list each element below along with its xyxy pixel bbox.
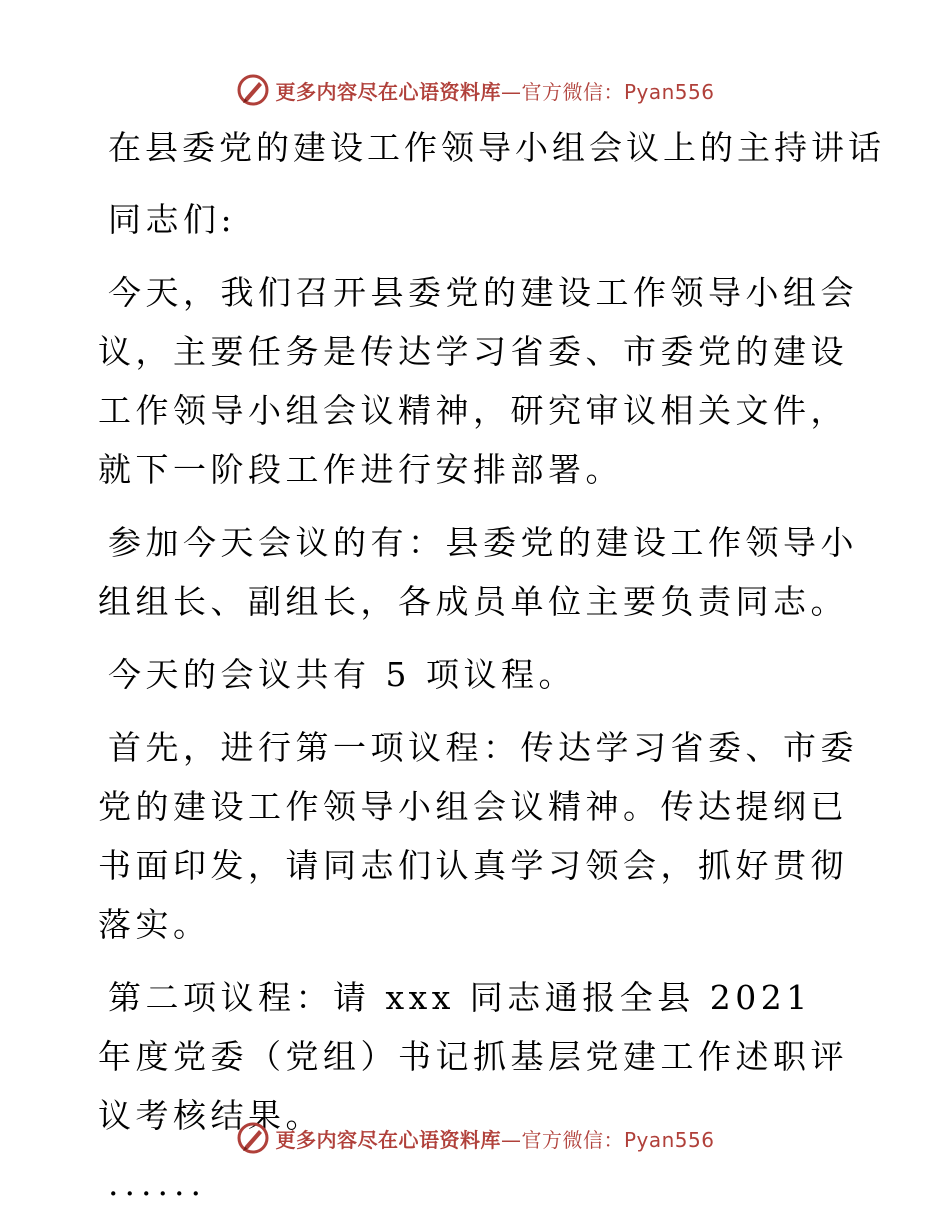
paragraph-attendees: 参加今天会议的有：县委党的建设工作领导小组组长、副组长，各成员单位主要负责同志。: [98, 523, 858, 621]
paragraph-salutation: 同志们:: [108, 200, 237, 239]
pen-logo-icon: [235, 1120, 271, 1156]
watermark-banner-bottom: [0, 1118, 950, 1158]
document-body: [98, 118, 885, 1209]
document-title: 在县委党的建设工作领导小组会议上的主持讲话: [108, 128, 885, 167]
watermark-text: [275, 76, 714, 105]
ellipsis: ......: [108, 1164, 207, 1203]
watermark-text: [275, 1124, 714, 1153]
paragraph-agenda-2: 第二项议程：请 xxx 同志通报全县 2021 年度党委（党组）书记抓基层党建工作述职评议考核结果。: [98, 978, 848, 1135]
pen-logo-icon: [235, 72, 271, 108]
paragraph-agenda-count: 今天的会议共有 5 项议程。: [108, 655, 576, 694]
watermark-part1: 更多内容尽在心语资料库: [275, 79, 501, 104]
paragraph-agenda-1: 首先，进行第一项议程：传达学习省委、市委党的建设工作领导小组会议精神。传达提纲已书面印发，请同志们认真学习领会，抓好贯彻落实。: [98, 728, 858, 944]
paragraph-intro: 今天，我们召开县委党的建设工作领导小组会议，主要任务是传达学习省委、市委党的建设工作领导小组会议精神，研究审议相关文件，就下一阶段工作进行安排部署。: [98, 273, 858, 489]
watermark-part1: 更多内容尽在心语资料库: [275, 1127, 501, 1152]
watermark-part2: —官方微信：Pyan556: [500, 1127, 715, 1152]
watermark-part2: —官方微信：Pyan556: [500, 79, 715, 104]
watermark-banner-top: [0, 70, 950, 110]
